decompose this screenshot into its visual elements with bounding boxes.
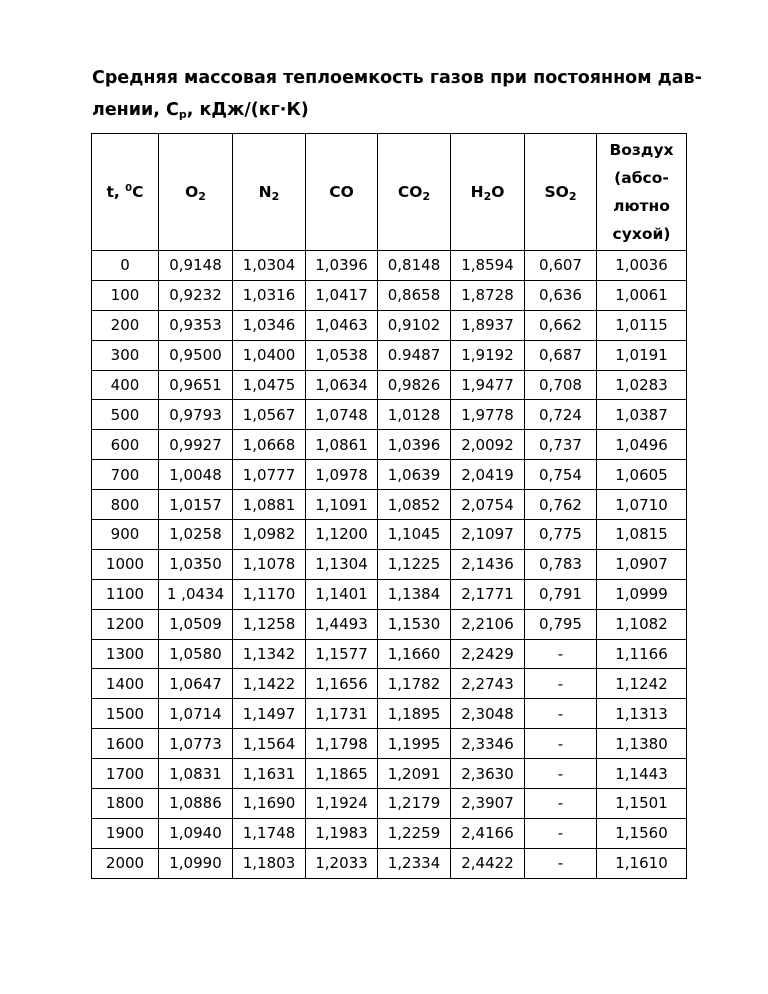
table-row xyxy=(92,848,687,878)
cell-n2: 1,0982 xyxy=(233,520,306,550)
cell-h2o: 2,1771 xyxy=(451,579,525,609)
cell-so2: - xyxy=(525,729,597,759)
cell-temperature: 1200 xyxy=(92,609,159,639)
cell-o2: 0,9500 xyxy=(159,340,233,370)
cell-o2: 0,9793 xyxy=(159,400,233,430)
cell-so2: 0,762 xyxy=(525,490,597,520)
cell-co: 1,1798 xyxy=(306,729,378,759)
cell-co2: 1,1045 xyxy=(378,520,451,550)
cell-co: 1,0538 xyxy=(306,340,378,370)
cell-so2: - xyxy=(525,639,597,669)
cell-temperature: 1700 xyxy=(92,759,159,789)
cell-co2: 1,1225 xyxy=(378,549,451,579)
cell-air: 1,1242 xyxy=(597,669,687,699)
table-row xyxy=(92,759,687,789)
cell-co: 1,0463 xyxy=(306,310,378,340)
cell-o2: 0,9232 xyxy=(159,280,233,310)
document-title xyxy=(92,62,712,126)
cell-co2: 1,2091 xyxy=(378,759,451,789)
cell-temperature: 1500 xyxy=(92,699,159,729)
cell-co: 1,0861 xyxy=(306,430,378,460)
cell-co: 1,1731 xyxy=(306,699,378,729)
table-header-row xyxy=(92,134,687,251)
cell-so2: 0,775 xyxy=(525,520,597,550)
cell-co: 1,1983 xyxy=(306,818,378,848)
cell-n2: 1,1690 xyxy=(233,789,306,819)
table-row xyxy=(92,310,687,340)
cell-co2: 1,1895 xyxy=(378,699,451,729)
cell-co2: 0,9826 xyxy=(378,370,451,400)
table-row xyxy=(92,789,687,819)
cell-air: 1,0815 xyxy=(597,520,687,550)
title-subscript: p xyxy=(178,108,187,121)
cell-so2: 0,636 xyxy=(525,280,597,310)
header-so2: $SO_2$ xyxy=(525,134,597,251)
cell-temperature: 1800 xyxy=(92,789,159,819)
header-temperature: t, $^0$C xyxy=(92,134,159,251)
cell-so2: - xyxy=(525,789,597,819)
cell-co2: 1,1530 xyxy=(378,609,451,639)
cell-n2: 1,0475 xyxy=(233,370,306,400)
cell-so2: 0,737 xyxy=(525,430,597,460)
heat-capacity-table xyxy=(91,133,687,879)
cell-air: 1,0999 xyxy=(597,579,687,609)
cell-so2: 0,687 xyxy=(525,340,597,370)
cell-co: 1,1577 xyxy=(306,639,378,669)
cell-n2: 1,0316 xyxy=(233,280,306,310)
cell-temperature: 600 xyxy=(92,430,159,460)
cell-temperature: 1600 xyxy=(92,729,159,759)
cell-temperature: 1400 xyxy=(92,669,159,699)
cell-co: 1,1865 xyxy=(306,759,378,789)
cell-n2: 1,1342 xyxy=(233,639,306,669)
cell-co2: 1,1384 xyxy=(378,579,451,609)
title-line-2a: лении, C xyxy=(92,100,179,120)
cell-h2o: 2,2743 xyxy=(451,669,525,699)
header-o2: $O_2$ xyxy=(159,134,233,251)
cell-so2: 0,607 xyxy=(525,251,597,281)
cell-h2o: 2,1436 xyxy=(451,549,525,579)
cell-h2o: 2,3630 xyxy=(451,759,525,789)
cell-temperature: 900 xyxy=(92,520,159,550)
cell-o2: 1,0940 xyxy=(159,818,233,848)
table-row xyxy=(92,669,687,699)
cell-n2: 1,1078 xyxy=(233,549,306,579)
cell-co2: 0.9487 xyxy=(378,340,451,370)
cell-co: 1,1924 xyxy=(306,789,378,819)
cell-air: 1,0496 xyxy=(597,430,687,460)
cell-so2: 0,791 xyxy=(525,579,597,609)
cell-n2: 1,1748 xyxy=(233,818,306,848)
cell-air: 1,0115 xyxy=(597,310,687,340)
cell-temperature: 1300 xyxy=(92,639,159,669)
cell-so2: 0,754 xyxy=(525,460,597,490)
table-row xyxy=(92,699,687,729)
cell-h2o: 2,3048 xyxy=(451,699,525,729)
cell-co: 1,0748 xyxy=(306,400,378,430)
table-row xyxy=(92,639,687,669)
cell-temperature: 2000 xyxy=(92,848,159,878)
cell-co: 1,1091 xyxy=(306,490,378,520)
cell-h2o: 2,2106 xyxy=(451,609,525,639)
cell-air: 1,1380 xyxy=(597,729,687,759)
cell-co2: 1,1995 xyxy=(378,729,451,759)
cell-co2: 1,1782 xyxy=(378,669,451,699)
cell-co2: 0,8148 xyxy=(378,251,451,281)
cell-h2o: 2,0092 xyxy=(451,430,525,460)
cell-h2o: 1,9778 xyxy=(451,400,525,430)
cell-air: 1,0605 xyxy=(597,460,687,490)
header-air: Воздух (абсо- лютно сухой) xyxy=(597,134,687,251)
cell-co2: 1,0639 xyxy=(378,460,451,490)
table-row xyxy=(92,340,687,370)
cell-temperature: 400 xyxy=(92,370,159,400)
cell-air: 1,1610 xyxy=(597,848,687,878)
cell-so2: 0,708 xyxy=(525,370,597,400)
cell-co: 1,1200 xyxy=(306,520,378,550)
cell-n2: 1,1258 xyxy=(233,609,306,639)
cell-air: 1,0710 xyxy=(597,490,687,520)
cell-co2: 1,2334 xyxy=(378,848,451,878)
cell-so2: - xyxy=(525,759,597,789)
cell-so2: - xyxy=(525,669,597,699)
cell-h2o: 2,3346 xyxy=(451,729,525,759)
cell-co2: 0,8658 xyxy=(378,280,451,310)
cell-n2: 1,1564 xyxy=(233,729,306,759)
table-row xyxy=(92,490,687,520)
title-line-2b: , кДж/(кг·К) xyxy=(186,100,309,120)
cell-o2: 1,0580 xyxy=(159,639,233,669)
cell-n2: 1,0668 xyxy=(233,430,306,460)
cell-h2o: 1,8937 xyxy=(451,310,525,340)
cell-co: 1,0417 xyxy=(306,280,378,310)
cell-o2: 0,9651 xyxy=(159,370,233,400)
cell-temperature: 100 xyxy=(92,280,159,310)
cell-n2: 1,1422 xyxy=(233,669,306,699)
cell-co: 1,0978 xyxy=(306,460,378,490)
cell-o2: 0,9148 xyxy=(159,251,233,281)
cell-so2: - xyxy=(525,848,597,878)
cell-o2: 1,0886 xyxy=(159,789,233,819)
cell-air: 1,1313 xyxy=(597,699,687,729)
cell-co2: 1,0396 xyxy=(378,430,451,460)
table-body xyxy=(92,251,687,879)
header-n2: $N_2$ xyxy=(233,134,306,251)
header-co: CO xyxy=(306,134,378,251)
cell-temperature: 200 xyxy=(92,310,159,340)
cell-so2: 0,783 xyxy=(525,549,597,579)
cell-air: 1,0907 xyxy=(597,549,687,579)
cell-air: 1,0191 xyxy=(597,340,687,370)
cell-co2: 1,0852 xyxy=(378,490,451,520)
cell-co2: 1,2259 xyxy=(378,818,451,848)
cell-co: 1,0396 xyxy=(306,251,378,281)
cell-o2: 1,0157 xyxy=(159,490,233,520)
cell-o2: 1,0990 xyxy=(159,848,233,878)
table-row xyxy=(92,520,687,550)
cell-o2: 1 ,0434 xyxy=(159,579,233,609)
cell-h2o: 1,9192 xyxy=(451,340,525,370)
cell-h2o: 2,3907 xyxy=(451,789,525,819)
table-row xyxy=(92,729,687,759)
cell-h2o: 1,8728 xyxy=(451,280,525,310)
table-row xyxy=(92,818,687,848)
cell-n2: 1,1631 xyxy=(233,759,306,789)
cell-temperature: 300 xyxy=(92,340,159,370)
cell-h2o: 2,2429 xyxy=(451,639,525,669)
table-row xyxy=(92,370,687,400)
cell-n2: 1,0567 xyxy=(233,400,306,430)
cell-n2: 1,0881 xyxy=(233,490,306,520)
cell-temperature: 800 xyxy=(92,490,159,520)
cell-n2: 1,1803 xyxy=(233,848,306,878)
cell-h2o: 1,8594 xyxy=(451,251,525,281)
cell-temperature: 0 xyxy=(92,251,159,281)
cell-air: 1,1443 xyxy=(597,759,687,789)
table-row xyxy=(92,549,687,579)
cell-co2: 1,0128 xyxy=(378,400,451,430)
table-row xyxy=(92,400,687,430)
cell-co: 1,1656 xyxy=(306,669,378,699)
title-line-1: Средняя массовая теплоемкость газов при постоянном дав- xyxy=(92,68,702,88)
table-row xyxy=(92,460,687,490)
cell-air: 1,1166 xyxy=(597,639,687,669)
cell-n2: 1,0777 xyxy=(233,460,306,490)
cell-o2: 0,9353 xyxy=(159,310,233,340)
cell-h2o: 2,4422 xyxy=(451,848,525,878)
cell-o2: 1,0831 xyxy=(159,759,233,789)
cell-o2: 1,0048 xyxy=(159,460,233,490)
cell-h2o: 2,1097 xyxy=(451,520,525,550)
cell-co: 1,1304 xyxy=(306,549,378,579)
cell-co2: 1,2179 xyxy=(378,789,451,819)
cell-o2: 1,0258 xyxy=(159,520,233,550)
cell-air: 1,0283 xyxy=(597,370,687,400)
table-row xyxy=(92,579,687,609)
cell-co: 1,1401 xyxy=(306,579,378,609)
table-row xyxy=(92,251,687,281)
cell-so2: 0,662 xyxy=(525,310,597,340)
cell-temperature: 1000 xyxy=(92,549,159,579)
cell-so2: - xyxy=(525,818,597,848)
cell-o2: 1,0714 xyxy=(159,699,233,729)
header-h2o: $H_2O$ xyxy=(451,134,525,251)
cell-o2: 1,0647 xyxy=(159,669,233,699)
cell-air: 1,1082 xyxy=(597,609,687,639)
cell-n2: 1,1497 xyxy=(233,699,306,729)
cell-air: 1,0387 xyxy=(597,400,687,430)
cell-n2: 1,0304 xyxy=(233,251,306,281)
cell-air: 1,0061 xyxy=(597,280,687,310)
cell-temperature: 1100 xyxy=(92,579,159,609)
cell-h2o: 2,4166 xyxy=(451,818,525,848)
cell-so2: 0,724 xyxy=(525,400,597,430)
table-row xyxy=(92,430,687,460)
table-row xyxy=(92,609,687,639)
cell-h2o: 1,9477 xyxy=(451,370,525,400)
table-row xyxy=(92,280,687,310)
cell-co: 1,2033 xyxy=(306,848,378,878)
cell-n2: 1,0346 xyxy=(233,310,306,340)
cell-air: 1,1560 xyxy=(597,818,687,848)
cell-o2: 0,9927 xyxy=(159,430,233,460)
cell-h2o: 2,0754 xyxy=(451,490,525,520)
cell-co: 1,0634 xyxy=(306,370,378,400)
cell-co2: 1,1660 xyxy=(378,639,451,669)
cell-so2: 0,795 xyxy=(525,609,597,639)
cell-n2: 1,1170 xyxy=(233,579,306,609)
header-co2: $CO_2$ xyxy=(378,134,451,251)
cell-temperature: 1900 xyxy=(92,818,159,848)
cell-h2o: 2,0419 xyxy=(451,460,525,490)
cell-o2: 1,0350 xyxy=(159,549,233,579)
cell-air: 1,1501 xyxy=(597,789,687,819)
cell-temperature: 500 xyxy=(92,400,159,430)
cell-so2: - xyxy=(525,699,597,729)
cell-air: 1,0036 xyxy=(597,251,687,281)
cell-o2: 1,0773 xyxy=(159,729,233,759)
cell-n2: 1,0400 xyxy=(233,340,306,370)
cell-co2: 0,9102 xyxy=(378,310,451,340)
cell-temperature: 700 xyxy=(92,460,159,490)
cell-o2: 1,0509 xyxy=(159,609,233,639)
cell-co: 1,4493 xyxy=(306,609,378,639)
